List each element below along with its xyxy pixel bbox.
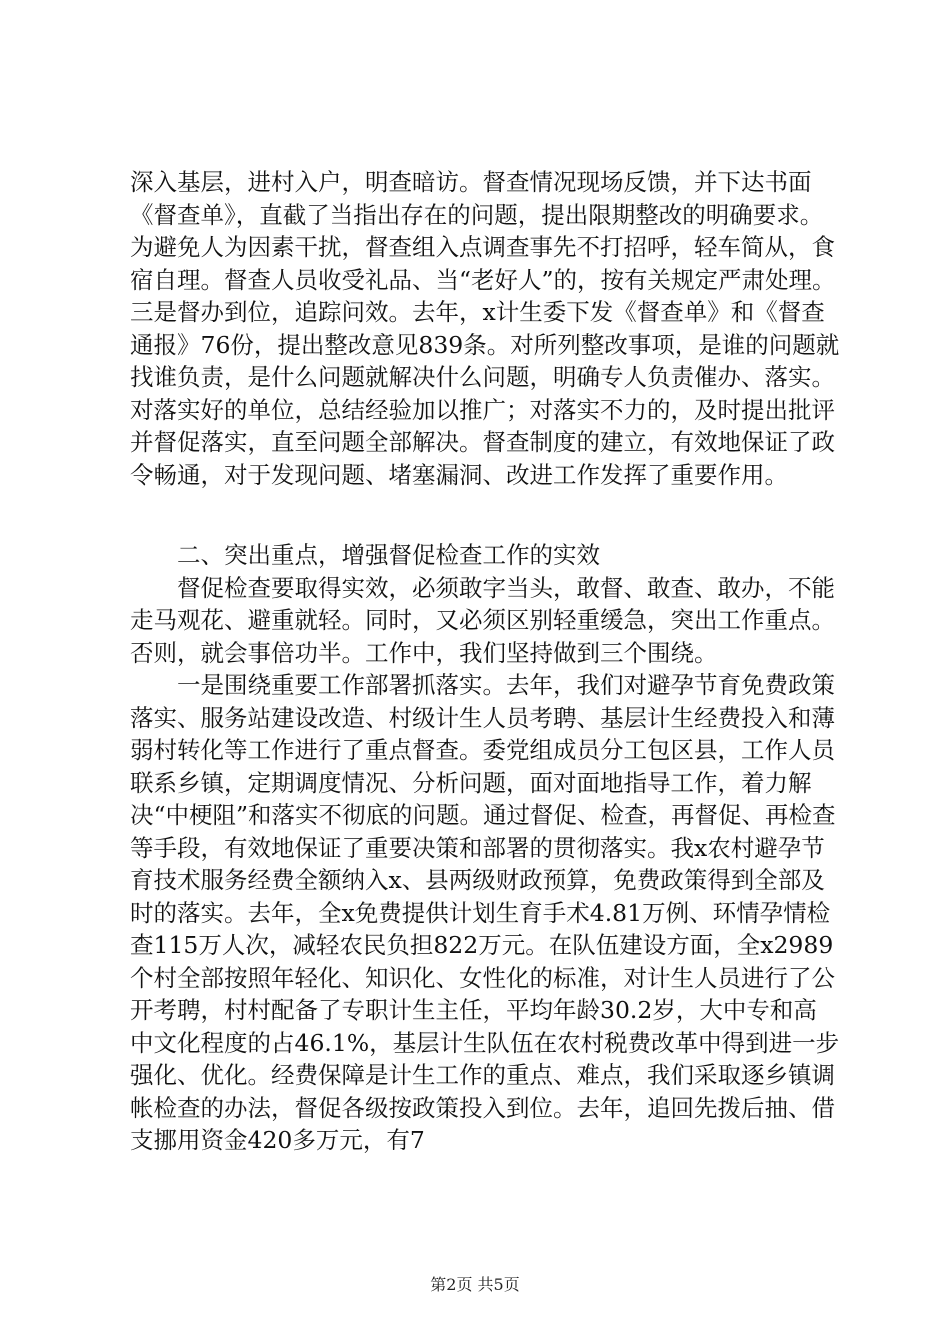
page-number-label: 第2页 共5页 [430,1275,520,1294]
section-heading: 二、突出重点，增强督促检查工作的实效 [177,541,600,569]
paragraph-point-one: 一是围绕重要工作部署抓落实。去年，我们对避孕节育免费政策落实、服务站建设改造、村级计生人员考聘、基层计生经费投入和薄弱村转化等工作进行了重点督查。委党组成员分工包区县，工作人员联系乡镇，定期调度情况、分析问题，面对面地指导工作，着力解决“中梗阻”和落实不彻底的问题。通过督促、检查，再督促、再检查等手段，有效地保证了重要决策和部署的贯彻落实。我x农村避孕节育技术服务经费全额纳入x、县两级财政预算，免费政策得到全部及时的落实。去年，全x免费提供计划生育手术4.81万例、环情孕情检查115万人次，减轻农民负担822万元。在队伍建设方面，全x2989个村全部按照年轻化、知识化、女性化的标准，对计生人员进行了公开考聘，村村配备了专职计生主任，平均年龄30.2岁，大中专和高中文化程度的占46.1%，基层计生队伍在农村税费改革中得到进一步强化、优化。经费保障是计生工作的重点、难点，我们采取逐乡镇调帐检查的办法，督促各级按政策投入到位。去年，追回先拨后抽、借支挪用资金420多万元，有7 [130,671,840,1154]
paragraph-continuation: 深入基层，进村入户，明查暗访。督查情况现场反馈，并下达书面《督查单》，直截了当指出存在的问题，提出限期整改的明确要求。为避免人为因素干扰，督查组入点调查事先不打招呼，轻车简从，食宿自理。督查人员收受礼品、当“老好人”的，按有关规定严肃处理。三是督办到位，追踪问效。去年，x计生委下发《督查单》和《督查通报》76份，提出整改意见839条。对所列整改事项，是谁的问题就找谁负责，是什么问题就解决什么问题，明确专人负责催办、落实。对落实好的单位，总结经验加以推广；对落实不力的，及时提出批评并督促落实，直至问题全部解决。督查制度的建立，有效地保证了政令畅通，对于发现问题、堵塞漏洞、改进工作发挥了重要作用。 [130,168,840,489]
body-text-top [130,166,840,491]
page-footer [0,1272,950,1295]
paragraph-intro: 督促检查要取得实效，必须敢字当头，敢督、敢查、敢办，不能走马观花、避重就轻。同时，又必须区别轻重缓急，突出工作重点。否则，就会事倍功半。工作中，我们坚持做到三个围绕。 [130,573,835,667]
body-text-section-two [130,539,840,1157]
